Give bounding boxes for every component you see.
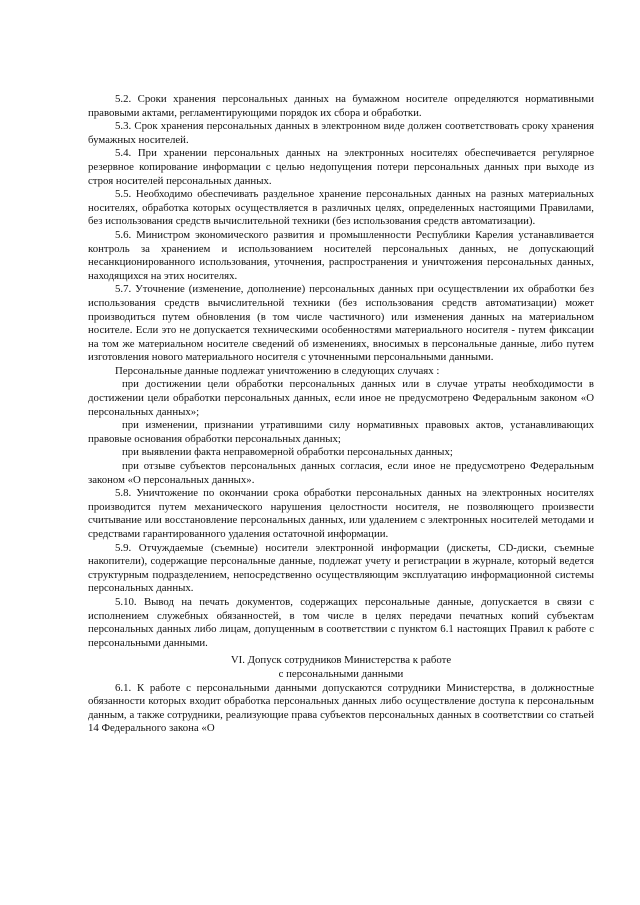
destruction-intro: Персональные данные подлежат уничтожению в следующих случаях :: [115, 364, 440, 377]
section-heading: [88, 654, 594, 681]
paragraph-5-8: 5.8. Уничтожение по окончании срока обработки персональных данных на электронных носителях производится путем механического нарушения целостности носителя, не позволяющего произвести считывание или восстановление персональных данных, или удалением с электронных носителей методами и средствами гарантированного удаления остаточной информации.: [88, 487, 594, 540]
paragraph-5-7: 5.7. Уточнение (изменение, дополнение) персональных данных при осуществлении их обработки без использования средств вычислительной техники (без использования средств автоматизации) может производиться путем обновления (в том числе частичного) или изменения данных на материальном носителе. Если это не допускается техническими особенностями материального носителя - путем фиксации на том же материальном носителе сведений об изменениях, вносимых в персональные данные, либо путем изготовления нового материального носителя с уточненными персональными данными.: [88, 283, 594, 364]
paragraph-5-9: 5.9. Отчуждаемые (съемные) носители электронной информации (дискеты, CD-диски, съемные накопители), содержащие персональные данные, подлежат учету и регистрации в журнале, который ведется структурным подразделением, непосредственно осуществляющим эксплуатацию информационной системы персональных данных.: [88, 541, 594, 595]
destruction-case-4: при отзыве субъектов персональных данных согласия, если иное не предусмотрено Федеральным законом «О персональных данных».: [88, 460, 594, 486]
paragraph-5-10: 5.10. Вывод на печать документов, содержащих персональные данные, допускается в связи с исполнением служебных обязанностей, в том числе в целях передачи печатных копий субъектам персональных данных либо лицам, допущенным в соответствии с пунктом 6.1 настоящих Правил к работе с персональными данными.: [88, 595, 594, 649]
paragraph-5-6: 5.6. Министром экономического развития и промышленности Республики Карелия устанавливается контроль за хранением и использованием носителей персональных данных, не допускающий несанкционированного использования, уточнения, распространения и уничтожения персональных данных, находящихся на этих носителях.: [88, 228, 594, 282]
destruction-case-1: при достижении цели обработки персональных данных или в случае утраты необходимости в достижении цели обработки персональных данных, если иное не предусмотрено Федеральным законом «О персональных данных»;: [88, 378, 594, 418]
paragraph-5-4: 5.4. При хранении персональных данных на электронных носителях обеспечивается регулярное резервное копирование информации с целью недопущения потери персональных данных при выходе из строя носителей персональных данных.: [88, 147, 594, 187]
destruction-case-2: при изменении, признании утратившими силу нормативных правовых актов, устанавливающих правовые основания обработки персональных данных;: [88, 419, 594, 445]
destruction-case-3: при выявлении факта неправомерной обработки персональных данных;: [122, 446, 453, 459]
paragraph-5-5: 5.5. Необходимо обеспечивать раздельное хранение персональных данных на разных материальных носителях, обработка которых осуществляется в различных целях, определенных настоящими Правилами, без использования средств вычислительной техники (без использования средств автоматизации).: [88, 188, 594, 228]
paragraph-5-2: 5.2. Сроки хранения персональных данных на бумажном носителе определяются нормативными правовыми актами, регламентирующими порядок их сбора и обработки.: [88, 93, 594, 119]
section-heading-line-2: с персональными данными: [278, 667, 404, 680]
paragraph-5-3: 5.3. Срок хранения персональных данных в электронном виде должен соответствовать сроку хранения бумажных носителей.: [88, 120, 594, 146]
section-heading-line-1: VI. Допуск сотрудников Министерства к работе: [230, 654, 452, 667]
paragraph-6-1: 6.1. К работе с персональными данными допускаются сотрудники Министерства, в должностные обязанности которых входит обработка персональных данных либо осуществление доступа к персональным данным, а также сотрудники, реализующие права субъектов персональных данных в соответствии со статьей 14 Федерального закона «О: [88, 681, 594, 735]
document-page: [88, 93, 594, 736]
